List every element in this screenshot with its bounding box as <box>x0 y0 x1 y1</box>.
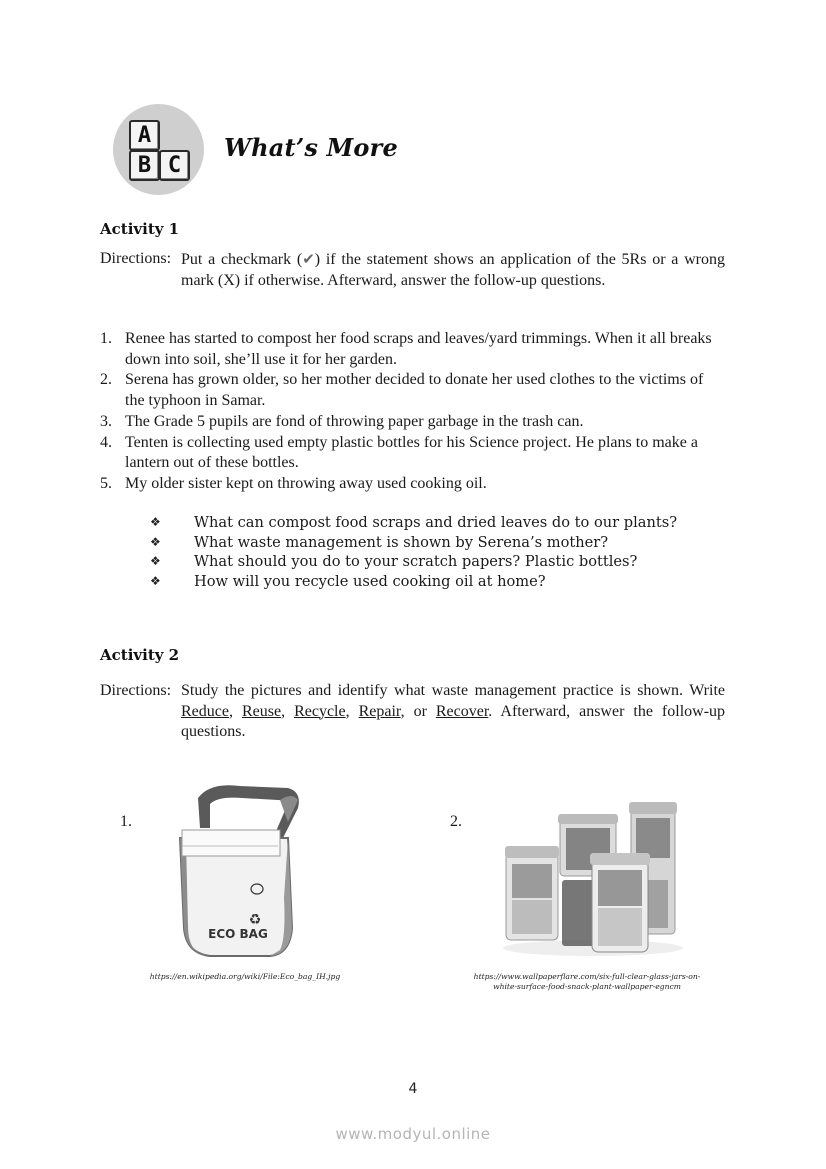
directions-label: Directions: <box>100 250 172 267</box>
glass-jars-image <box>498 800 683 958</box>
block-a: A <box>129 120 160 151</box>
activity-2-heading: Activity 2 <box>100 646 180 664</box>
option-repair: Repair <box>358 702 401 720</box>
list-item: 1. Renee has started to compost her food scraps and leaves/yard trimmings. When it all breaks down into soil, she’ll use it for her garden. <box>100 330 712 368</box>
list-item: 4. Tenten is collecting used empty plastic bottles for his Science project. He plans to make a lantern out of these bottles. <box>100 433 698 472</box>
question-item: ❖ How will you recycle used cooking oil at home? <box>150 572 546 590</box>
checkmark-icon: ✔ <box>302 250 315 268</box>
directions-label: Directions: <box>100 682 172 699</box>
watermark: www.modyul.online <box>335 1125 491 1143</box>
statement-list <box>100 329 725 495</box>
diamond-bullet-icon: ❖ <box>150 554 161 569</box>
list-item: 3. The Grade 5 pupils are fond of throwing paper garbage in the trash can. <box>100 412 584 430</box>
question-item: ❖ What can compost food scraps and dried leaves do to our plants? <box>150 514 678 531</box>
eco-bag-image <box>170 778 305 958</box>
option-reduce: Reduce <box>181 702 229 720</box>
block-b: B <box>129 150 160 181</box>
picture-1-caption: https://en.wikipedia.org/wiki/File:Eco_bag_IH.jpg <box>149 972 341 981</box>
diamond-bullet-icon: ❖ <box>150 515 161 529</box>
diamond-bullet-icon: ❖ <box>150 573 161 588</box>
page-number: 4 <box>408 1081 418 1097</box>
directions-text: Put a checkmark (✔) if the statement shows an application of the 5Rs or a wrong mark (X) if otherwise. Afterward, answer the follow-up questions. <box>181 250 725 289</box>
section-title: What’s More <box>224 133 398 162</box>
option-recover: Recover <box>435 702 489 720</box>
list-item: 5. My older sister kept on throwing away used cooking oil. <box>100 474 487 492</box>
question-item: ❖ What should you do to your scratch papers? Plastic bottles? <box>150 553 638 571</box>
svg-text:♻: ♻ <box>248 912 262 928</box>
option-reuse: Reuse <box>241 702 282 720</box>
follow-up-questions <box>150 513 710 591</box>
option-recycle: Recycle <box>294 702 346 720</box>
picture-1-number: 1. <box>120 813 132 830</box>
directions-text: Study the pictures and identify what waste management practice is shown. Write Reduce, Reuse, Recycle, Repair, or Recover. Afterward, answer the follow-up questions. <box>181 682 726 740</box>
picture-2-caption: https://www.wallpaperflare.com/six-full-clear-glass-jars-on- white-surface-food-snack-plant-wallpaper-egncm <box>473 972 701 991</box>
picture-2-number: 2. <box>450 813 462 830</box>
diamond-bullet-icon: ❖ <box>150 534 161 549</box>
question-item: ❖ What waste management is shown by Serena’s mother? <box>150 533 609 551</box>
activity-1-directions <box>100 249 725 291</box>
svg-text:ECO BAG: ECO BAG <box>208 927 268 941</box>
list-item: 2. Serena has grown older, so her mother decided to donate her used clothes to the victims of the typhoon in Samar. <box>100 371 704 410</box>
block-c: C <box>159 150 190 181</box>
activity-1-heading: Activity 1 <box>100 220 180 238</box>
abc-blocks-icon <box>113 104 204 195</box>
activity-2-directions <box>100 681 725 743</box>
